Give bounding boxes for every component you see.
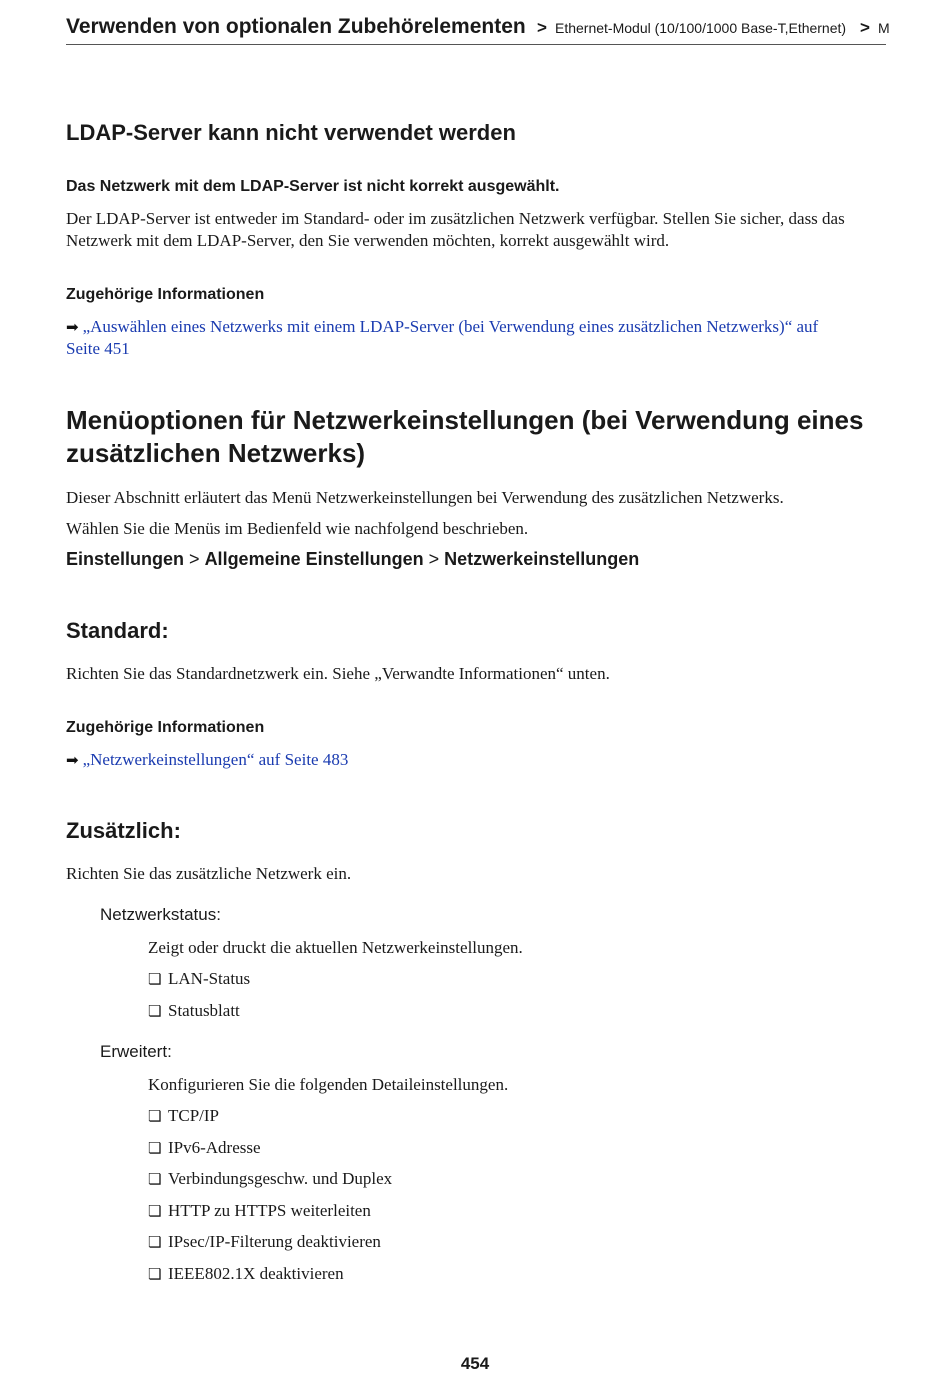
- list-item-label: IPv6-Adresse: [168, 1138, 261, 1157]
- menu-section-title-line-2: zusätzlichen Netzwerks): [66, 438, 366, 468]
- checkbox-icon: ❏: [148, 1139, 162, 1157]
- related-link-ldap-line-2[interactable]: Seite 451: [66, 339, 130, 358]
- page-number: 454: [460, 1354, 490, 1373]
- menu-path-separator: >: [428, 549, 440, 569]
- related-link-netzwerkeinstellungen[interactable]: [66, 749, 348, 771]
- menu-path-item-netzwerkeinstellungen: Netzwerkeinstellungen: [444, 549, 640, 569]
- ldap-subtitle: Das Netzwerk mit dem LDAP-Server ist nicht korrekt ausgewählt.: [66, 178, 560, 195]
- arrow-right-icon: ➡: [66, 751, 79, 769]
- breadcrumb-truncated[interactable]: M: [878, 20, 890, 36]
- menu-section-title-line-1: Menüoptionen für Netzwerkeinstellungen (bei Verwendung eines: [66, 405, 864, 435]
- menu-section-intro: Dieser Abschnitt erläutert das Menü Netzwerkeinstellungen bei Verwendung des zusätzlichen Netzwerks.: [66, 488, 784, 507]
- menu-path-item-einstellungen: Einstellungen: [66, 549, 185, 569]
- list-item: [148, 1263, 344, 1285]
- checkbox-icon: ❏: [148, 1170, 162, 1188]
- related-link-ldap[interactable]: [66, 316, 818, 338]
- ldap-body-line-2: Netzwerk mit dem LDAP-Server, den Sie verwenden möchten, korrekt ausgewählt wird.: [66, 231, 670, 250]
- checkbox-icon: ❏: [148, 1002, 162, 1020]
- related-link-text[interactable]: „Netzwerkeinstellungen“ auf Seite 483: [82, 750, 349, 769]
- breadcrumb-separator: >: [537, 18, 547, 37]
- list-item-label: HTTP zu HTTPS weiterleiten: [168, 1201, 371, 1220]
- menu-path-separator: >: [189, 549, 200, 569]
- list-item-label: LAN-Status: [168, 969, 251, 988]
- standard-body: Richten Sie das Standardnetzwerk ein. Siehe „Verwandte Informationen“ unten.: [66, 664, 610, 683]
- menu-path-item-allgemeine-einstellungen: Allgemeine Einstellungen: [204, 549, 424, 569]
- menu-path: [66, 549, 639, 570]
- checkbox-icon: ❏: [148, 970, 162, 988]
- additional-body: Richten Sie das zusätzliche Netzwerk ein.: [66, 864, 352, 883]
- list-item: [148, 1000, 240, 1022]
- menu-section-instruction: Wählen Sie die Menüs im Bedienfeld wie nachfolgend beschrieben.: [66, 519, 529, 538]
- checkbox-icon: ❏: [148, 1202, 162, 1220]
- list-item-label: IEEE802.1X deaktivieren: [168, 1264, 344, 1283]
- list-item: [148, 1200, 371, 1222]
- ldap-section-title: LDAP-Server kann nicht verwendet werden: [66, 120, 516, 145]
- list-item-label: Statusblatt: [168, 1001, 240, 1020]
- list-item-label: TCP/IP: [168, 1106, 220, 1125]
- ldap-body-line-1: Der LDAP-Server ist entweder im Standard- oder im zusätzlichen Netzwerk verfügbar. Stellen Sie sicher, dass das: [66, 209, 845, 228]
- header-title: Verwenden von optionalen Zubehörelementen: [66, 15, 526, 38]
- running-header: [66, 10, 890, 45]
- list-item: [148, 1168, 392, 1190]
- checkbox-icon: ❏: [148, 1265, 162, 1283]
- term-erweitert: Erweitert:: [100, 1042, 172, 1061]
- netzwerkstatus-description: Zeigt oder druckt die aktuellen Netzwerkeinstellungen.: [148, 938, 523, 957]
- list-item: [148, 1231, 381, 1253]
- list-item-label: Verbindungsgeschw. und Duplex: [168, 1169, 393, 1188]
- breadcrumb-ethernet-modul[interactable]: Ethernet-Modul (10/100/1000 Base-T,Ethernet): [555, 20, 847, 36]
- list-item: [148, 1137, 261, 1159]
- list-item: [148, 1105, 219, 1127]
- erweitert-description: Konfigurieren Sie die folgenden Detaileinstellungen.: [148, 1075, 509, 1094]
- checkbox-icon: ❏: [148, 1107, 162, 1125]
- related-info-heading: Zugehörige Informationen: [66, 719, 265, 736]
- breadcrumb-separator: >: [860, 18, 870, 37]
- arrow-right-icon: ➡: [66, 318, 79, 336]
- list-item-label: IPsec/IP-Filterung deaktivieren: [168, 1232, 381, 1251]
- additional-title: Zusätzlich:: [66, 818, 181, 843]
- related-link-text[interactable]: „Auswählen eines Netzwerks mit einem LDAP-Server (bei Verwendung eines zusätzlichen Netzwerks)“ auf: [82, 317, 819, 336]
- term-netzwerkstatus: Netzwerkstatus:: [100, 905, 221, 924]
- checkbox-icon: ❏: [148, 1233, 162, 1251]
- list-item: [148, 968, 250, 990]
- standard-title: Standard:: [66, 618, 169, 643]
- related-info-heading: Zugehörige Informationen: [66, 286, 265, 303]
